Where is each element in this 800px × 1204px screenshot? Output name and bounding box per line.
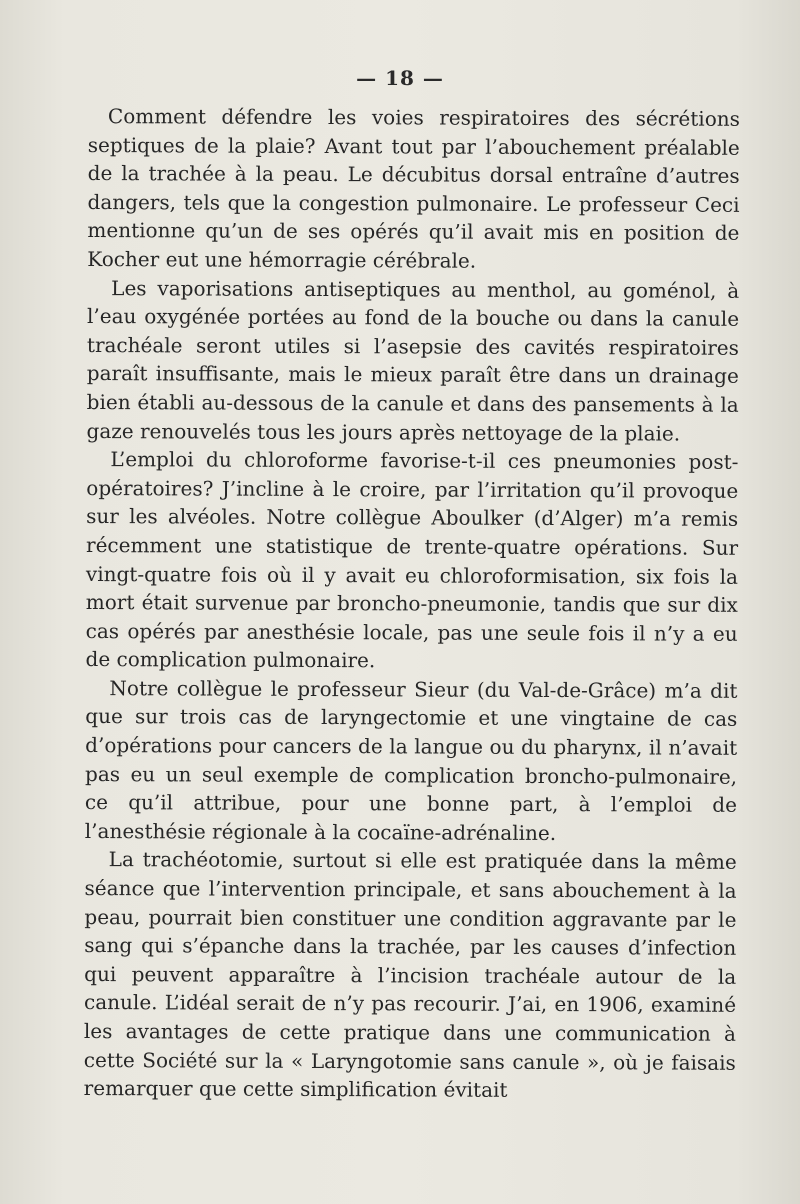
page-number: — 18 — <box>356 66 444 90</box>
paragraph-sieur: Notre collègue le professeur Sieur (du Val-de-Grâce) m’a dit que sur trois cas de laryngectomie et une vingtaine de cas d’opérations pour cancers de la langue ou du pharynx, il n’avait pas eu un seul exemple de complication broncho-pulmonaire, ce qu’il attribue, pour une bonne part, à l’emploi de l’anesthésie régionale à la cocaïne-adrénaline. <box>84 675 738 845</box>
paragraph-chloroform: L’emploi du chloroforme favorise-t-il ces pneumonies post-opératoires? J’incline à le croire, par l’irritation qu’il provoque sur les alvéoles. Notre collègue Aboulker (d’Alger) m’a remis récemment une statistique de trente-quatre opérations. Sur vingt-quatre fois où il y avait eu chloroformisation, six fois la mort était survenue par broncho-pneumonie, tandis que sur dix cas opérés par anesthésie locale, pas une seule fois il n’y a eu de complication pulmonaire. <box>85 447 739 673</box>
paragraph-airway-defense: Comment défendre les voies respiratoires des sécrétions septiques de la plaie? Avant tout par l’abouchement préalable de la trachée à la peau. Le décubitus dorsal entraîne d’autres dangers, tels que la congestion pulmonaire. Le professeur Ceci mentionne qu’un de ses opérés qu’il avait mis en position de Kocher eut une hémorragie cérébrale. <box>87 104 740 273</box>
paragraph-vaporisations: Les vaporisations antiseptiques au menthol, au goménol, à l’eau oxygénée portées au fond de la bouche ou dans la canule trachéale seront utiles si l’asepsie des cavités respiratoires paraît insuffisante, mais le mieux paraît être dans un drainage bien établi au-dessous de la canule et dans des pansements à la gaze renouvelés tous les jours après nettoyage de la plaie. <box>86 275 740 446</box>
body-text <box>84 102 740 1106</box>
paragraph-tracheotomy: La trachéotomie, surtout si elle est pratiquée dans la même séance que l’intervention principale, et sans abouchement à la peau, pourrait bien constituer une condition aggravante par le sang qui s’épanche dans la trachée, par les causes d’infection qui peuvent apparaître à l’incision trachéale autour de la canule. L’idéal serait de n’y pas recourir. J’ai, en 1906, examiné les avantages de cette pratique dans une communication à cette Société sur la « Laryngotomie sans canule », où je faisais remarquer que cette simplification évitait <box>83 847 737 1103</box>
